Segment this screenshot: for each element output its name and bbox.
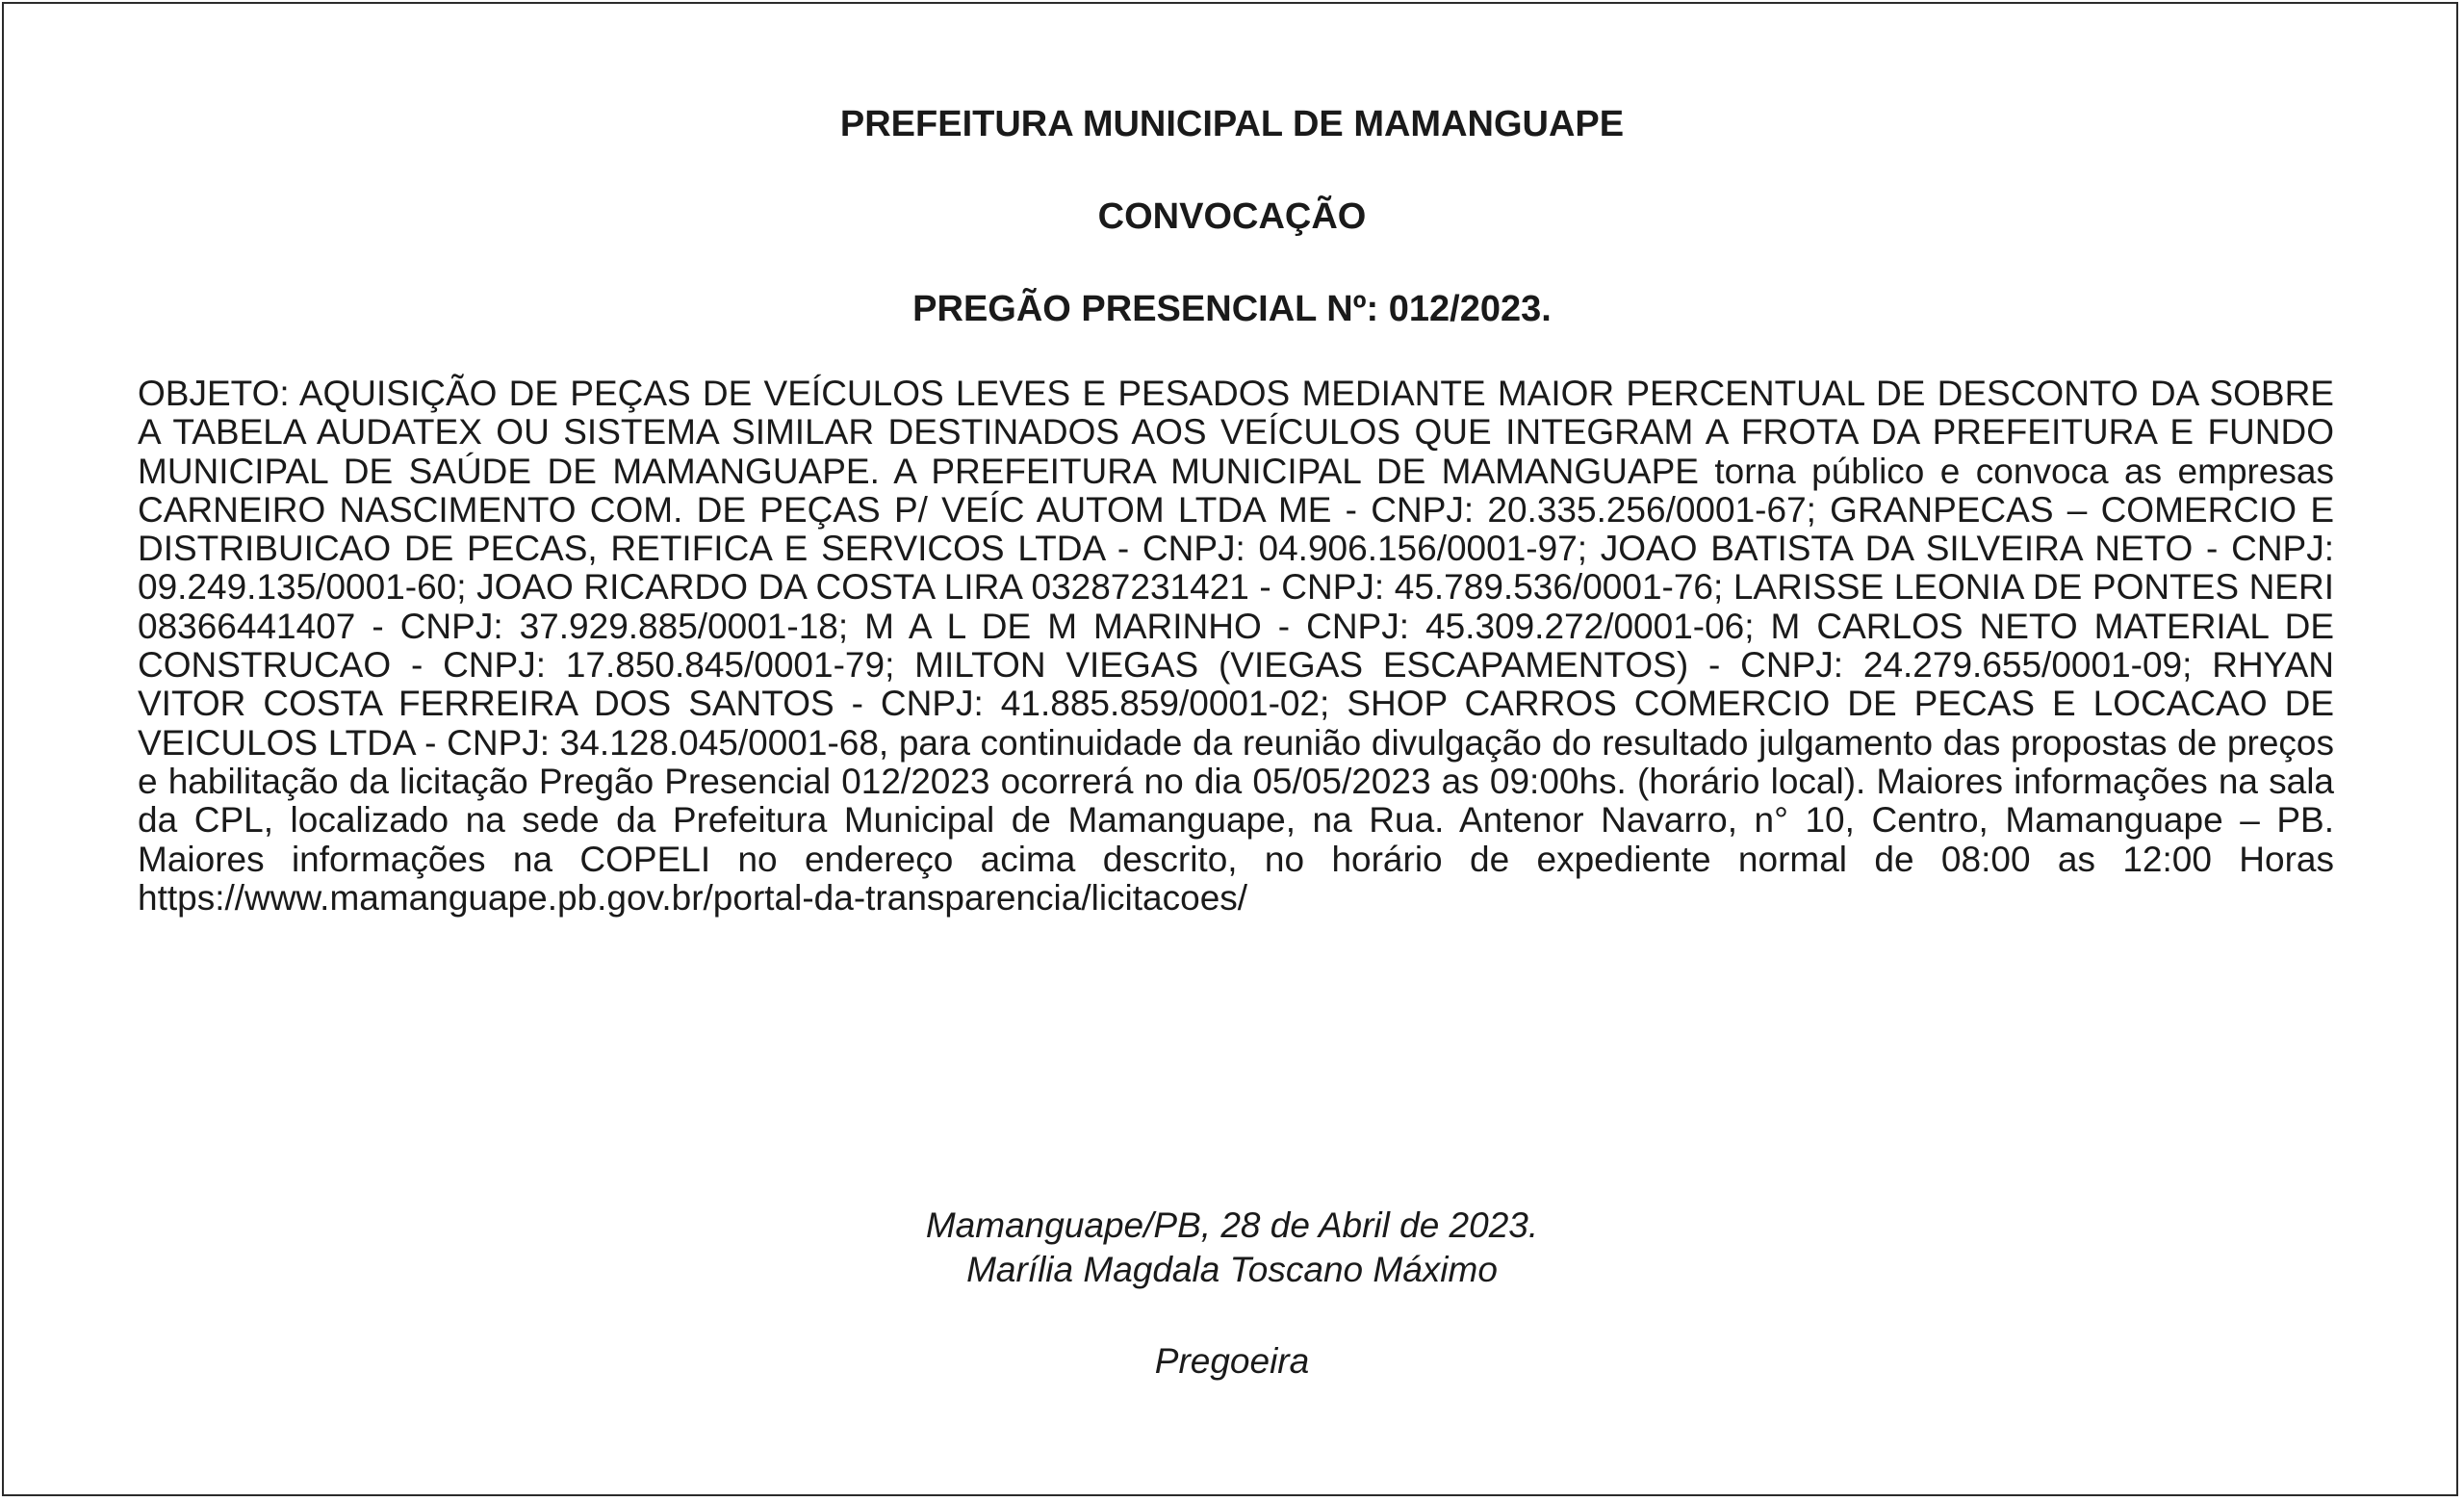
notice-body: OBJETO: AQUISIÇÃO DE PEÇAS DE VEÍCULOS LEVES E PESADOS MEDIANTE MAIOR PERCENTUAL DE DESCONTO DA SOBRE A TABELA AUDATEX OU SISTEMA SIMILAR DESTINADOS AOS VEÍCULOS QUE INTEGRAM A FROTA DA PREFEITURA E FUNDO MUNICIPAL DE SAÚDE DE MAMANGUAPE. A PREFEITURA MUNICIPAL DE MAMANGUAPE torna público e convoca as empresas CARNEIRO NASCIMENTO COM. DE PEÇAS P/ VEÍC AUTOM LTDA ME - CNPJ: 20.335.256/0001-67; GRANPECAS – COMERCIO E DISTRIBUICAO DE PECAS, RETIFICA E SERVICOS LTDA - CNPJ: 04.906.156/0001-97; JOAO BATISTA DA SILVEIRA NETO - CNPJ: 09.249.135/0001-60; JOAO RICARDO DA COSTA LIRA 03287231421 - CNPJ: 45.789.536/0001-76; LARISSE LEONIA DE PONTES NERI 08366441407 - CNPJ: 37.929.885/0001-18; M A L DE M MARINHO - CNPJ: 45.309.272/0001-06; M CARLOS NETO MATERIAL DE CONSTRUCAO - CNPJ: 17.850.845/0001-79; MILTON VIEGAS (VIEGAS ESCAPAMENTOS) - CNPJ: 24.279.655/0001-09; RHYAN VITOR COSTA FERREIRA DOS SANTOS - CNPJ: 41.885.859/0001-02; SHOP CARROS COMERCIO DE PECAS E LOCACAO DE VEICULOS LTDA - CNPJ: 34.128.045/0001-68, para continuidade da reunião divulgação do resultado julgamento das propostas de preços e habilitação da licitação Pregão Presencial 012/2023 ocorrerá no dia 05/05/2023 as 09:00hs. (horário local). Maiores informações na sala da CPL, localizado na sede da Prefeitura Municipal de Mamanguape, na Rua. Antenor Navarro, n° 10, Centro, Mamanguape – PB. Maiores informações na COPELI no endereço acima descrito, no horário de expediente normal de 08:00 as 12:00 Horas https://www.mamanguape.pb.gov.br/portal-da-transparencia/licitacoes/ — [138, 374, 2334, 918]
signature-place-date: Mamanguape/PB, 28 de Abril de 2023. — [925, 1205, 1539, 1245]
notice-type: CONVOCAÇÃO — [1097, 196, 1367, 237]
signature-name: Marília Magdala Toscano Máximo — [966, 1250, 1498, 1289]
signature-role: Pregoeira — [1154, 1341, 1310, 1381]
notice-reference: PREGÃO PRESENCIAL Nº: 012/2023. — [912, 289, 1552, 329]
org-title: PREFEITURA MUNICIPAL DE MAMANGUAPE — [839, 104, 1625, 144]
document-frame — [2, 2, 2458, 1496]
